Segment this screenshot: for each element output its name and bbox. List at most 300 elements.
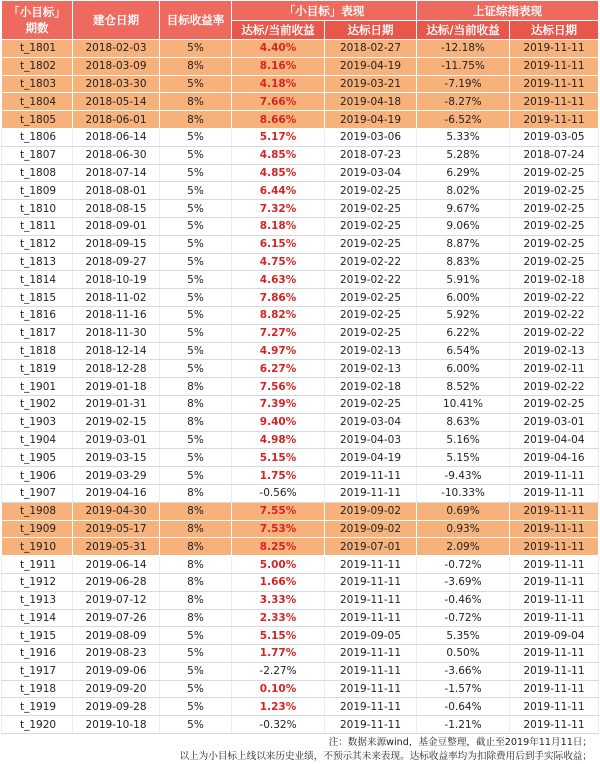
header-period-line2: 期数 [25,21,49,35]
cell-build-date: 2018-05-14 [73,93,160,111]
cell-build-date: 2019-03-29 [73,467,160,485]
cell-return: -2.27% [232,662,325,680]
cell-target-return: 8% [160,502,232,520]
cell-return: 2.33% [232,609,325,627]
cell-index-return: -1.57% [417,680,510,698]
cell-reach-date: 2019-03-06 [325,128,417,146]
cell-reach-date: 2019-02-13 [325,342,417,360]
cell-index-return: 8.52% [417,378,510,396]
cell-target-return: 5% [160,680,232,698]
cell-target-return: 5% [160,200,232,218]
cell-target-return: 5% [160,342,232,360]
cell-index-reach-date: 2019-02-22 [510,289,599,307]
cell-period: t_1917 [2,662,73,680]
cell-period: t_1916 [2,645,73,663]
cell-index-reach-date: 2019-02-25 [510,200,599,218]
cell-period: t_1905 [2,449,73,467]
cell-target-return: 5% [160,449,232,467]
cell-index-return: 5.92% [417,306,510,324]
cell-return: 7.55% [232,502,325,520]
cell-reach-date: 2019-11-11 [325,591,417,609]
cell-reach-date: 2019-03-04 [325,164,417,182]
header-target-return: 目标收益率 [160,1,232,40]
table-row [2,306,599,324]
cell-build-date: 2019-07-26 [73,609,160,627]
header-index-group: 上证综指表现 [417,1,599,21]
cell-reach-date: 2019-11-11 [325,609,417,627]
cell-reach-date: 2019-04-19 [325,449,417,467]
cell-build-date: 2018-09-15 [73,235,160,253]
cell-index-return: 2.09% [417,538,510,556]
cell-index-return: -0.72% [417,556,510,574]
cell-return: 7.86% [232,289,325,307]
cell-build-date: 2019-01-18 [73,378,160,396]
cell-target-return: 5% [160,75,232,93]
table-row [2,360,599,378]
cell-period: t_1902 [2,395,73,413]
cell-index-return: 9.06% [417,217,510,235]
cell-reach-date: 2019-02-18 [325,378,417,396]
cell-reach-date: 2019-02-25 [325,200,417,218]
cell-return: 4.40% [232,40,325,58]
cell-return: 4.98% [232,431,325,449]
cell-index-return: 6.29% [417,164,510,182]
cell-reach-date: 2019-03-04 [325,413,417,431]
table-row [2,484,599,502]
table-row [2,680,599,698]
table-body [2,40,599,734]
cell-return: 6.44% [232,182,325,200]
table-row [2,573,599,591]
cell-reach-date: 2019-02-22 [325,253,417,271]
table-row [2,662,599,680]
cell-index-return: 6.00% [417,289,510,307]
cell-period: t_1803 [2,75,73,93]
cell-reach-date: 2019-11-11 [325,573,417,591]
table-row [2,324,599,342]
cell-index-reach-date: 2019-11-11 [510,75,599,93]
cell-return: -0.32% [232,716,325,734]
cell-return: 4.18% [232,75,325,93]
cell-return: 5.00% [232,556,325,574]
table-row [2,591,599,609]
cell-period: t_1813 [2,253,73,271]
cell-index-return: -0.46% [417,591,510,609]
cell-reach-date: 2018-07-23 [325,146,417,164]
cell-target-return: 5% [160,289,232,307]
cell-index-return: -7.19% [417,75,510,93]
cell-index-return: 6.54% [417,342,510,360]
cell-period: t_1908 [2,502,73,520]
cell-reach-date: 2019-02-13 [325,360,417,378]
cell-target-return: 5% [160,306,232,324]
cell-target-return: 5% [160,182,232,200]
table-row [2,378,599,396]
cell-index-reach-date: 2019-11-11 [510,591,599,609]
cell-target-return: 5% [160,662,232,680]
cell-build-date: 2019-03-01 [73,431,160,449]
cell-index-reach-date: 2019-11-11 [510,680,599,698]
cell-index-return: 6.00% [417,360,510,378]
cell-reach-date: 2018-02-27 [325,40,417,58]
cell-target-return: 8% [160,378,232,396]
cell-build-date: 2018-10-19 [73,271,160,289]
cell-reach-date: 2019-11-11 [325,556,417,574]
cell-target-return: 8% [160,538,232,556]
cell-period: t_1807 [2,146,73,164]
cell-index-return: 8.83% [417,253,510,271]
table-row [2,289,599,307]
cell-index-return: 0.93% [417,520,510,538]
table-row [2,146,599,164]
cell-index-reach-date: 2019-02-25 [510,235,599,253]
cell-index-return: 0.50% [417,645,510,663]
cell-reach-date: 2019-02-25 [325,324,417,342]
cell-target-return: 8% [160,111,232,129]
cell-index-return: -0.72% [417,609,510,627]
cell-index-return: 9.67% [417,200,510,218]
cell-return: 4.85% [232,146,325,164]
cell-index-reach-date: 2019-11-11 [510,645,599,663]
cell-return: 1.77% [232,645,325,663]
table-row [2,93,599,111]
header-index-reach-date: 达标日期 [510,21,599,40]
cell-build-date: 2019-06-28 [73,573,160,591]
cell-index-reach-date: 2019-11-11 [510,502,599,520]
cell-build-date: 2018-11-30 [73,324,160,342]
performance-table [1,0,599,734]
header-small-target-group: 「小目标」表现 [232,1,417,21]
table-row [2,698,599,716]
footnotes [1,734,598,764]
cell-index-reach-date: 2019-11-11 [510,556,599,574]
cell-return: 7.32% [232,200,325,218]
cell-return: 1.66% [232,573,325,591]
cell-target-return: 5% [160,271,232,289]
cell-build-date: 2019-03-15 [73,449,160,467]
cell-index-reach-date: 2019-11-11 [510,716,599,734]
cell-period: t_1819 [2,360,73,378]
cell-period: t_1812 [2,235,73,253]
cell-index-reach-date: 2019-11-11 [510,520,599,538]
cell-reach-date: 2019-02-25 [325,182,417,200]
table-row [2,538,599,556]
cell-build-date: 2019-09-28 [73,698,160,716]
table-row [2,75,599,93]
cell-build-date: 2019-02-15 [73,413,160,431]
cell-period: t_1815 [2,289,73,307]
header-period [2,1,73,40]
cell-build-date: 2018-03-30 [73,75,160,93]
cell-build-date: 2019-04-16 [73,484,160,502]
cell-reach-date: 2019-04-19 [325,111,417,129]
cell-build-date: 2018-08-01 [73,182,160,200]
cell-period: t_1804 [2,93,73,111]
table-row [2,645,599,663]
cell-index-return: -9.43% [417,467,510,485]
cell-build-date: 2018-12-28 [73,360,160,378]
cell-return: 1.75% [232,467,325,485]
cell-target-return: 8% [160,591,232,609]
cell-target-return: 8% [160,395,232,413]
table-row [2,449,599,467]
cell-target-return: 5% [160,128,232,146]
cell-reach-date: 2019-11-11 [325,680,417,698]
table-row [2,431,599,449]
table-row [2,627,599,645]
cell-target-return: 5% [160,698,232,716]
cell-index-return: 10.41% [417,395,510,413]
cell-period: t_1816 [2,306,73,324]
cell-target-return: 5% [160,253,232,271]
cell-index-return: 5.16% [417,431,510,449]
cell-return: 7.56% [232,378,325,396]
cell-reach-date: 2019-02-25 [325,235,417,253]
cell-target-return: 5% [160,467,232,485]
cell-index-return: 8.87% [417,235,510,253]
cell-index-return: -6.52% [417,111,510,129]
table-row [2,342,599,360]
cell-index-reach-date: 2019-11-11 [510,662,599,680]
cell-reach-date: 2019-11-11 [325,662,417,680]
cell-period: t_1911 [2,556,73,574]
cell-return: 7.66% [232,93,325,111]
table-row [2,253,599,271]
table-row [2,716,599,734]
cell-index-return: -12.18% [417,40,510,58]
cell-target-return: 8% [160,556,232,574]
cell-index-return: 6.22% [417,324,510,342]
cell-index-reach-date: 2019-11-11 [510,467,599,485]
cell-period: t_1806 [2,128,73,146]
cell-index-reach-date: 2019-02-22 [510,306,599,324]
table-row [2,182,599,200]
cell-period: t_1802 [2,57,73,75]
cell-index-return: 8.63% [417,413,510,431]
cell-target-return: 5% [160,716,232,734]
table-row [2,164,599,182]
cell-build-date: 2018-06-30 [73,146,160,164]
cell-index-reach-date: 2019-02-22 [510,378,599,396]
table-row [2,57,599,75]
cell-index-return: -11.75% [417,57,510,75]
cell-return: -0.56% [232,484,325,502]
cell-index-reach-date: 2019-11-11 [510,40,599,58]
cell-build-date: 2019-04-30 [73,502,160,520]
cell-return: 7.27% [232,324,325,342]
cell-index-reach-date: 2019-03-01 [510,413,599,431]
cell-reach-date: 2019-09-02 [325,502,417,520]
cell-return: 4.85% [232,164,325,182]
cell-reach-date: 2019-11-11 [325,484,417,502]
cell-build-date: 2019-07-12 [73,591,160,609]
cell-build-date: 2019-09-20 [73,680,160,698]
cell-period: t_1920 [2,716,73,734]
cell-build-date: 2019-08-23 [73,645,160,663]
cell-return: 9.40% [232,413,325,431]
cell-target-return: 5% [160,235,232,253]
cell-period: t_1913 [2,591,73,609]
cell-period: t_1817 [2,324,73,342]
cell-index-reach-date: 2019-02-18 [510,271,599,289]
cell-index-return: 8.02% [417,182,510,200]
cell-return: 3.33% [232,591,325,609]
cell-reach-date: 2019-02-22 [325,271,417,289]
cell-target-return: 8% [160,573,232,591]
cell-reach-date: 2019-11-11 [325,716,417,734]
cell-build-date: 2018-06-14 [73,128,160,146]
cell-period: t_1915 [2,627,73,645]
cell-index-reach-date: 2019-02-13 [510,342,599,360]
cell-return: 6.15% [232,235,325,253]
cell-target-return: 8% [160,413,232,431]
cell-period: t_1918 [2,680,73,698]
table-row [2,395,599,413]
cell-target-return: 5% [160,360,232,378]
cell-reach-date: 2019-09-02 [325,520,417,538]
cell-target-return: 5% [160,164,232,182]
table-row [2,520,599,538]
table-row [2,467,599,485]
cell-index-reach-date: 2019-02-25 [510,164,599,182]
cell-return: 8.16% [232,57,325,75]
cell-period: t_1801 [2,40,73,58]
table-row [2,413,599,431]
cell-index-return: 5.28% [417,146,510,164]
cell-return: 5.17% [232,128,325,146]
cell-build-date: 2018-11-16 [73,306,160,324]
cell-index-return: -10.33% [417,484,510,502]
cell-period: t_1907 [2,484,73,502]
cell-period: t_1809 [2,182,73,200]
cell-build-date: 2018-09-27 [73,253,160,271]
cell-index-return: -3.66% [417,662,510,680]
cell-return: 4.75% [232,253,325,271]
cell-target-return: 5% [160,645,232,663]
cell-period: t_1810 [2,200,73,218]
cell-index-reach-date: 2019-11-11 [510,484,599,502]
cell-build-date: 2019-05-31 [73,538,160,556]
cell-return: 8.66% [232,111,325,129]
table-row [2,40,599,58]
cell-index-reach-date: 2018-07-24 [510,146,599,164]
cell-reach-date: 2019-11-11 [325,698,417,716]
header-build-date: 建仓日期 [73,1,160,40]
cell-target-return: 8% [160,93,232,111]
cell-return: 7.39% [232,395,325,413]
cell-period: t_1912 [2,573,73,591]
cell-return: 1.23% [232,698,325,716]
cell-index-reach-date: 2019-02-25 [510,395,599,413]
cell-index-reach-date: 2019-11-11 [510,698,599,716]
cell-build-date: 2018-06-01 [73,111,160,129]
cell-build-date: 2018-02-03 [73,40,160,58]
cell-reach-date: 2019-07-01 [325,538,417,556]
cell-return: 8.18% [232,217,325,235]
header-reach-date: 达标日期 [325,21,417,40]
cell-period: t_1811 [2,217,73,235]
cell-index-reach-date: 2019-11-11 [510,93,599,111]
cell-index-reach-date: 2019-11-11 [510,111,599,129]
cell-period: t_1909 [2,520,73,538]
cell-period: t_1919 [2,698,73,716]
cell-target-return: 8% [160,520,232,538]
cell-index-reach-date: 2019-04-16 [510,449,599,467]
cell-period: t_1906 [2,467,73,485]
cell-build-date: 2019-01-31 [73,395,160,413]
cell-return: 4.97% [232,342,325,360]
cell-index-return: -0.64% [417,698,510,716]
cell-build-date: 2019-09-06 [73,662,160,680]
cell-index-return: 5.91% [417,271,510,289]
table-row [2,556,599,574]
cell-build-date: 2018-07-14 [73,164,160,182]
cell-reach-date: 2019-04-18 [325,93,417,111]
cell-index-reach-date: 2019-04-04 [510,431,599,449]
cell-index-reach-date: 2019-02-22 [510,324,599,342]
table-row [2,502,599,520]
cell-index-return: -3.69% [417,573,510,591]
cell-index-reach-date: 2019-11-11 [510,609,599,627]
cell-target-return: 8% [160,609,232,627]
footnote-line-1: 注：数据来源wind，基金豆整理，截止至2019年11月11日； [328,737,592,749]
cell-period: t_1903 [2,413,73,431]
cell-target-return: 8% [160,484,232,502]
cell-reach-date: 2019-04-19 [325,57,417,75]
table-row [2,271,599,289]
cell-period: t_1914 [2,609,73,627]
cell-target-return: 5% [160,324,232,342]
cell-index-return: 5.15% [417,449,510,467]
cell-return: 8.82% [232,306,325,324]
cell-return: 4.63% [232,271,325,289]
cell-build-date: 2018-03-09 [73,57,160,75]
cell-build-date: 2019-08-09 [73,627,160,645]
cell-return: 5.15% [232,627,325,645]
cell-index-reach-date: 2019-02-25 [510,182,599,200]
cell-period: t_1808 [2,164,73,182]
footnote-line-2: 以上为小目标上线以来历史业绩，不预示其未来表现。达标收益率均为扣除费用后到手实际收益； [179,751,592,763]
cell-index-reach-date: 2019-09-04 [510,627,599,645]
cell-return: 0.10% [232,680,325,698]
cell-build-date: 2018-11-02 [73,289,160,307]
cell-index-return: 0.69% [417,502,510,520]
cell-period: t_1901 [2,378,73,396]
cell-index-reach-date: 2019-11-11 [510,57,599,75]
cell-build-date: 2018-12-14 [73,342,160,360]
cell-index-return: -8.27% [417,93,510,111]
cell-index-reach-date: 2019-02-11 [510,360,599,378]
cell-period: t_1910 [2,538,73,556]
cell-index-return: 5.33% [417,128,510,146]
cell-reach-date: 2019-11-11 [325,467,417,485]
cell-build-date: 2019-05-17 [73,520,160,538]
cell-target-return: 5% [160,627,232,645]
cell-target-return: 5% [160,40,232,58]
cell-return: 8.25% [232,538,325,556]
cell-build-date: 2019-10-18 [73,716,160,734]
table-row [2,200,599,218]
cell-return: 7.53% [232,520,325,538]
table-row [2,235,599,253]
cell-reach-date: 2019-11-11 [325,645,417,663]
cell-build-date: 2019-06-14 [73,556,160,574]
cell-target-return: 5% [160,431,232,449]
cell-target-return: 5% [160,146,232,164]
cell-index-reach-date: 2019-02-25 [510,253,599,271]
cell-index-reach-date: 2019-02-25 [510,217,599,235]
cell-period: t_1904 [2,431,73,449]
